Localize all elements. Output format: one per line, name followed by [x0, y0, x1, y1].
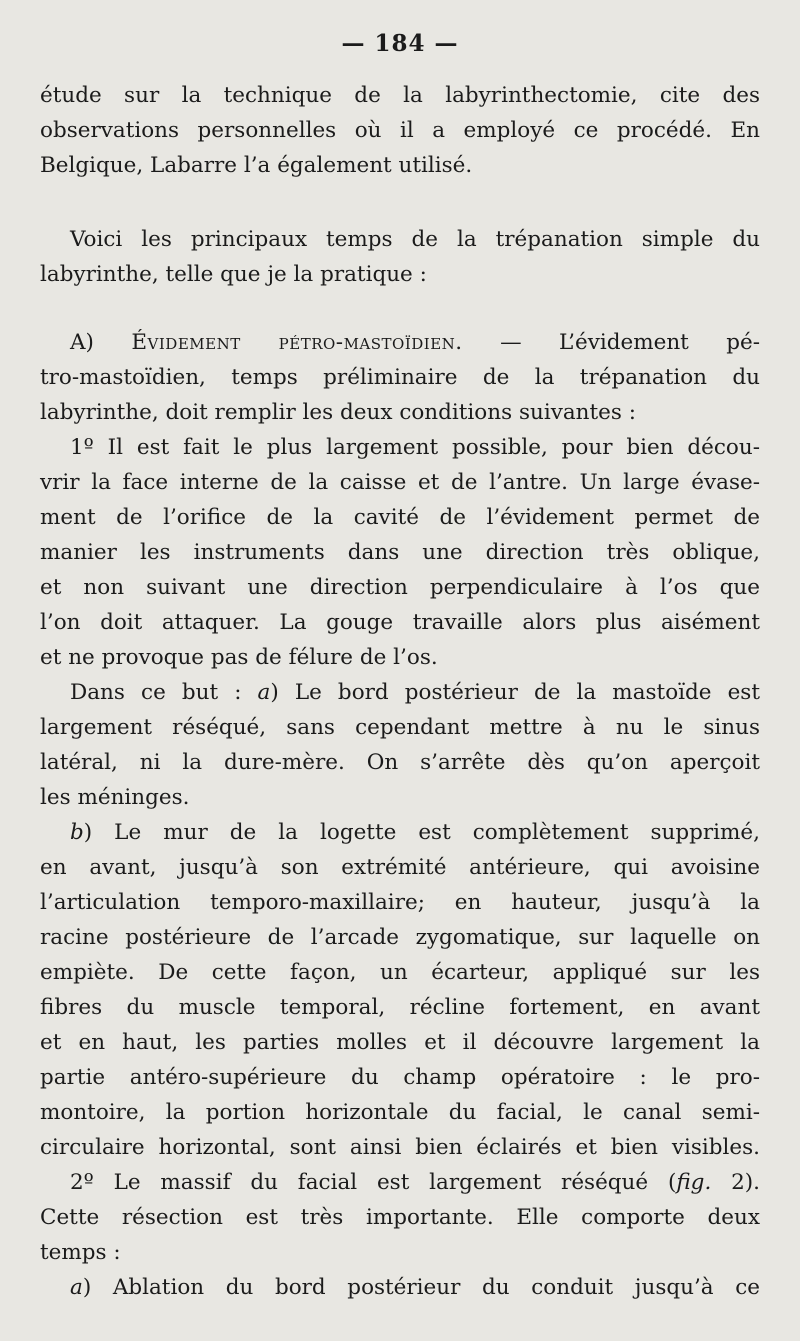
text-line: Voici les principaux temps de la trépanation simple du: [70, 227, 760, 252]
text-line: empiète. De cette façon, un écarteur, appliqué sur les: [40, 960, 760, 985]
text-line: 1º Il est fait le plus largement possible, pour bien décou-: [70, 435, 760, 460]
text-line: montoire, la portion horizontale du facial, le canal semi-: [40, 1100, 760, 1125]
text-line: et non suivant une direction perpendiculaire à l’os que: [40, 575, 760, 600]
text-line: et en haut, les parties molles et il découvre largement la: [40, 1030, 760, 1055]
text-line: et ne provoque pas de félure de l’os.: [40, 645, 438, 670]
text-line: temps :: [40, 1240, 121, 1265]
text-fragment: — L’évidement pé-: [462, 330, 761, 355]
text-line: partie antéro-supérieure du champ opératoire : le pro-: [40, 1065, 760, 1090]
section-title: Évidement pétro-mastoïdien.: [131, 330, 463, 355]
text-line: largement réséqué, sans cependant mettre à nu le sinus: [40, 715, 760, 740]
text-line: en avant, jusqu’à son extrémité antérieure, qui avoisine: [40, 855, 760, 880]
text-line: tro-mastoïdien, temps préliminaire de la trépanation du: [40, 365, 760, 390]
text-fragment: ) Le mur de la logette est complètement supprimé,: [83, 820, 760, 845]
text-line: les méninges.: [40, 785, 190, 810]
text-line: Belgique, Labarre l’a également utilisé.: [40, 153, 473, 178]
text-fragment: Dans ce but :: [70, 680, 258, 705]
text-line: étude sur la technique de la labyrinthectomie, cite des: [40, 83, 760, 108]
text-line: labyrinthe, doit remplir les deux conditions suivantes :: [40, 400, 637, 425]
paragraph: [40, 222, 760, 292]
text-line: [40, 1165, 760, 1200]
text-line: fibres du muscle temporal, récline fortement, en avant: [40, 995, 760, 1020]
section-a: [40, 325, 760, 1305]
item-letter: a: [70, 1275, 83, 1300]
text-line: [40, 815, 760, 850]
item-letter: b: [70, 820, 84, 845]
item-letter: a: [257, 680, 271, 705]
text-line: circulaire horizontal, sont ainsi bien éclairés et bien visibles.: [40, 1135, 760, 1160]
text-line: labyrinthe, telle que je la pratique :: [40, 262, 427, 287]
text-line: [40, 675, 760, 710]
text-line: l’articulation temporo-maxillaire; en hauteur, jusqu’à la: [40, 890, 760, 915]
paragraph: [40, 78, 760, 183]
text-line: observations personnelles où il a employé ce procédé. En: [40, 118, 760, 143]
section-label: A): [70, 330, 132, 355]
text-line: [40, 1270, 760, 1305]
figure-ref: fig.: [676, 1170, 712, 1195]
text-line: Cette résection est très importante. Elle comporte deux: [40, 1205, 760, 1230]
text-line: racine postérieure de l’arcade zygomatique, sur laquelle on: [40, 925, 760, 950]
text-line: manier les instruments dans une direction très oblique,: [40, 540, 760, 565]
page-number: — 184 —: [341, 30, 459, 57]
text-fragment: ) Ablation du bord postérieur du conduit jusqu’à ce: [82, 1275, 760, 1300]
text-line: l’on doit attaquer. La gouge travaille alors plus aisément: [40, 610, 760, 635]
section-heading-line: [40, 325, 760, 360]
text-fragment: ) Le bord postérieur de la mastoïde est: [270, 680, 760, 705]
text-fragment: 2º Le massif du facial est largement réséqué (: [70, 1170, 677, 1195]
text-line: latéral, ni la dure-mère. On s’arrête dès qu’on aperçoit: [40, 750, 760, 775]
text-fragment: 2).: [711, 1170, 760, 1195]
text-line: ment de l’orifice de la cavité de l’évidement permet de: [40, 505, 760, 530]
text-line: vrir la face interne de la caisse et de l’antre. Un large évase-: [40, 470, 760, 495]
